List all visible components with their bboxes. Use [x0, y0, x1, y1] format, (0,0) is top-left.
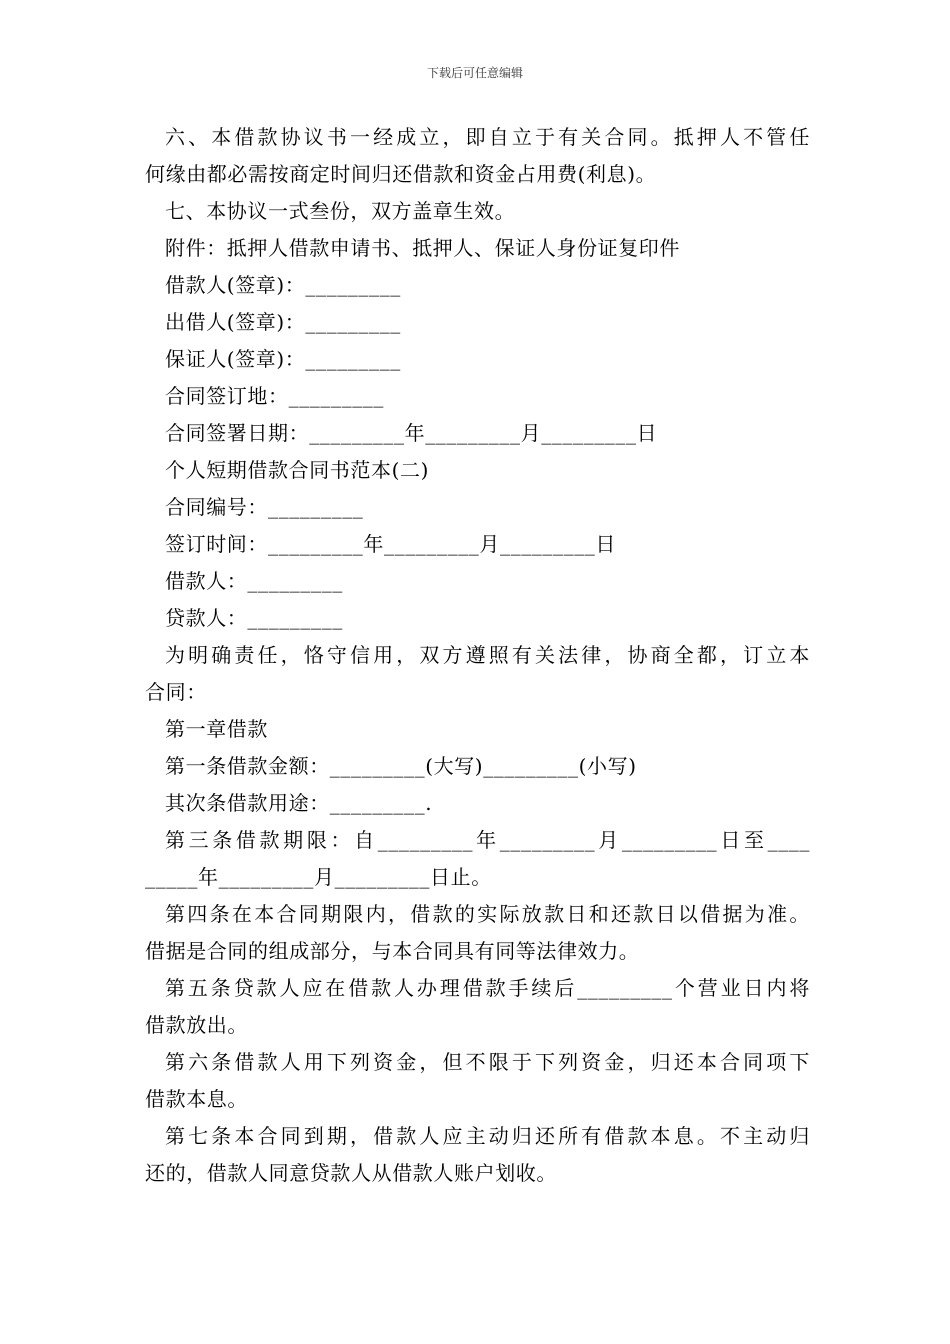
document-line: 合同签署日期：_________年_________月_________日 [165, 421, 658, 445]
document-line: _____年_________月_________日止。 [145, 865, 492, 889]
document-line: 其次条借款用途：_________. [165, 791, 433, 815]
document-line: 六、本借款协议书一经成立，即自立于有关合同。抵押人不管任 [165, 125, 810, 149]
document-line: 合同签订地：_________ [165, 384, 384, 408]
document-line: 合同编号：_________ [165, 495, 364, 519]
document-line: 保证人(签章)：_________ [165, 347, 401, 371]
document-line: 为明确责任，恪守信用，双方遵照有关法律，协商全都，订立本 [165, 643, 810, 667]
document-line: 第六条借款人用下列资金，但不限于下列资金，归还本合同项下 [165, 1050, 810, 1074]
document-body [145, 119, 810, 1192]
document-line: 签订时间：_________年_________月_________日 [165, 532, 616, 556]
document-line: 七、本协议一式叁份，双方盖章生效。 [165, 199, 516, 223]
document-line: 何缘由都必需按商定时间归还借款和资金占用费(利息)。 [145, 162, 657, 186]
document-line: 借款人：_________ [165, 569, 343, 593]
document-line: 附件：抵押人借款申请书、抵押人、保证人身份证复印件 [165, 236, 680, 260]
document-line: 借据是合同的组成部分，与本合同具有同等法律效力。 [145, 939, 640, 963]
page-header-note: 下载后可任意编辑 [426, 66, 523, 80]
document-line: 第四条在本合同期限内，借款的实际放款日和还款日以借据为准。 [165, 902, 810, 926]
document-line: 还的，借款人同意贷款人从借款人账户划收。 [145, 1161, 557, 1185]
document-line: 借款本息。 [145, 1087, 248, 1111]
document-line: 出借人(签章)：_________ [165, 310, 401, 334]
document-line: 第五条贷款人应在借款人办理借款手续后_________个营业日内将 [165, 976, 810, 1000]
document-line: 第一章借款 [165, 717, 268, 741]
document-line: 借款放出。 [145, 1013, 248, 1037]
document-line: 贷款人：_________ [165, 606, 343, 630]
document-line: 第一条借款金额：_________(大写)_________(小写) [165, 754, 637, 778]
document-line: 第三条借款期限：自_________年_________月_________日至____ [165, 828, 810, 852]
document-line: 个人短期借款合同书范本(二) [165, 458, 430, 482]
document-line: 第七条本合同到期，借款人应主动归还所有借款本息。不主动归 [165, 1124, 810, 1148]
document-line: 合同： [145, 680, 207, 704]
document-line: 借款人(签章)：_________ [165, 273, 401, 297]
